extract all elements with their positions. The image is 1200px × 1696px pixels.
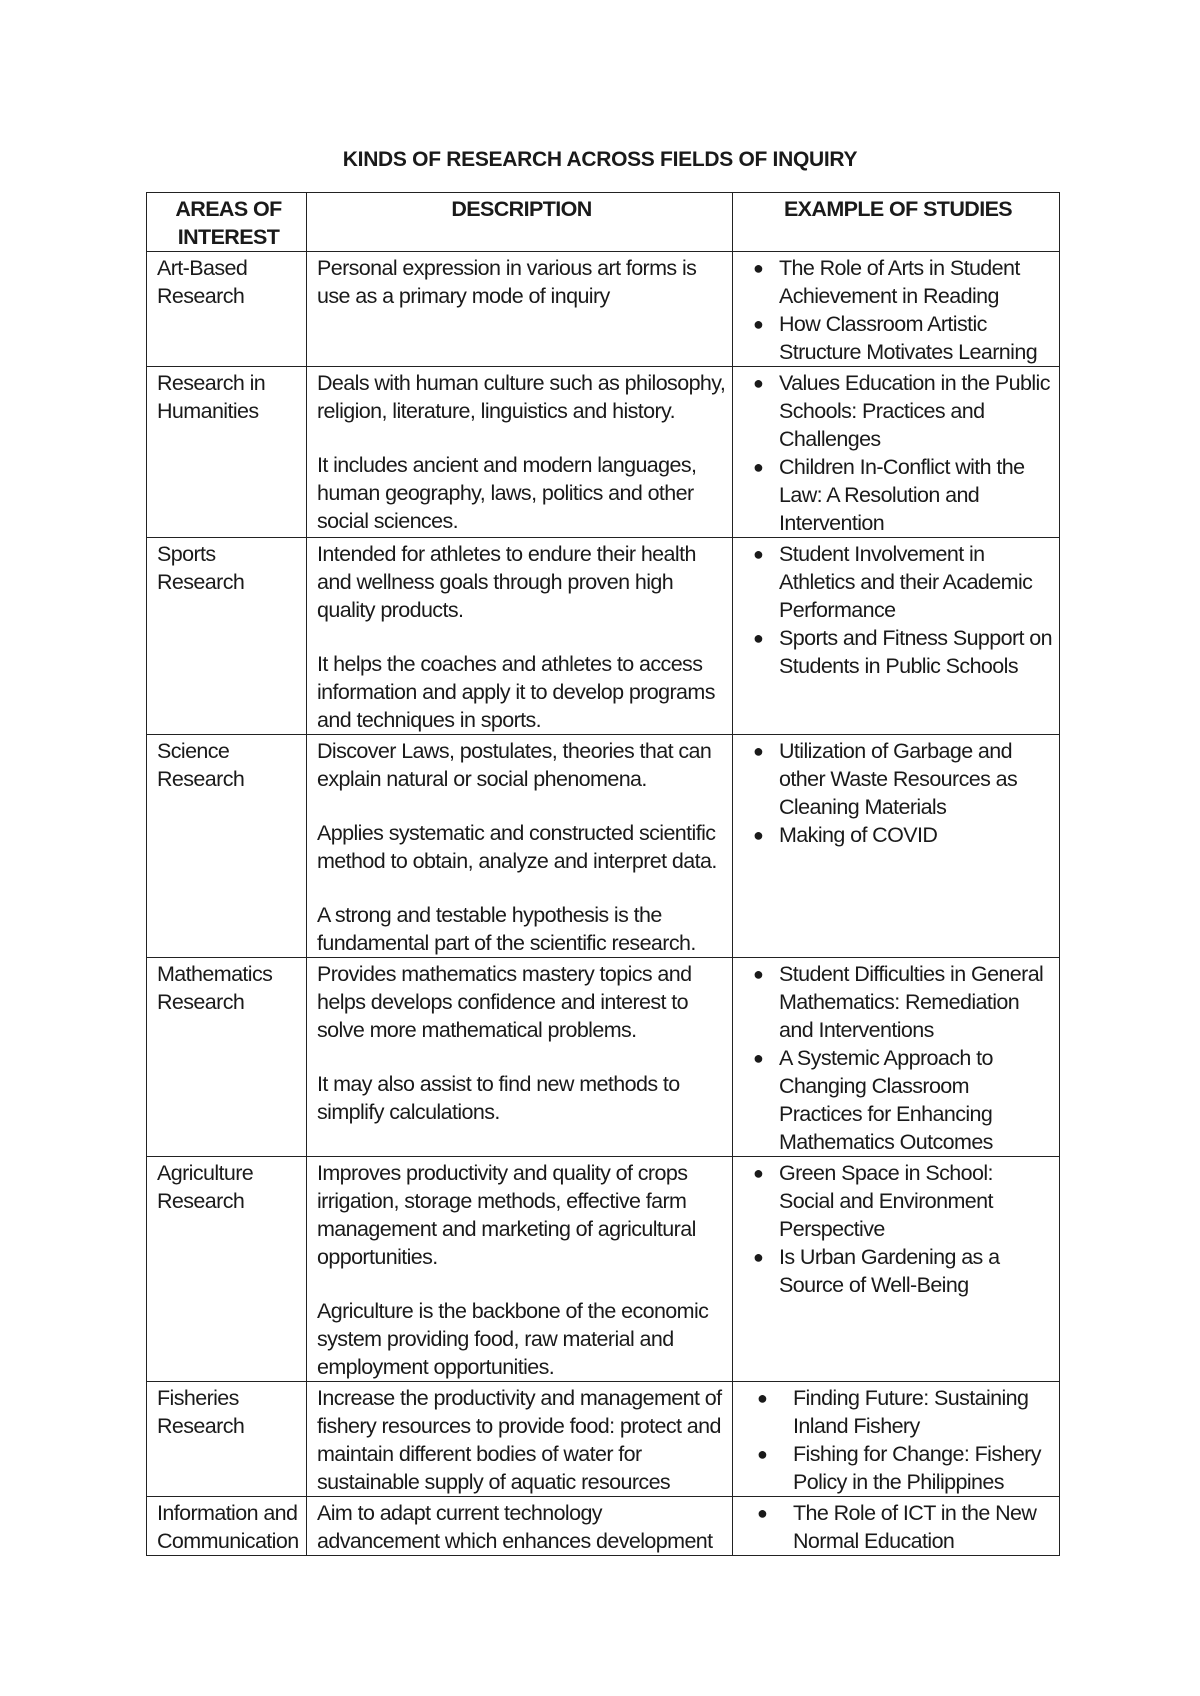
page-title: KINDS OF RESEARCH ACROSS FIELDS OF INQUIRY — [342, 148, 858, 171]
area-cell: Information and Communication — [147, 1497, 307, 1556]
examples-list — [743, 737, 1053, 849]
table-row — [147, 1382, 1060, 1497]
example-text: Finding Future: Sustaining Inland Fishery — [793, 1386, 1029, 1438]
example-text: The Role of ICT in the New Normal Education — [793, 1501, 1037, 1553]
bullet-icon: ● — [753, 964, 764, 984]
area-cell: Sports Research — [147, 538, 307, 735]
research-table — [146, 192, 1060, 1556]
description-cell — [307, 252, 733, 367]
list-item — [753, 737, 1053, 821]
bullet-icon: ● — [753, 457, 764, 477]
examples-list — [743, 1499, 1053, 1555]
examples-cell — [733, 367, 1060, 538]
description-paragraph: Deals with human culture such as philosophy, religion, literature, linguistics and history. — [317, 371, 726, 423]
table-row — [147, 252, 1060, 367]
description-cell — [307, 1497, 733, 1556]
examples-cell — [733, 1157, 1060, 1382]
list-item — [757, 1384, 1053, 1440]
examples-cell — [733, 252, 1060, 367]
bullet-icon: ● — [753, 825, 764, 845]
description-cell — [307, 1157, 733, 1382]
examples-cell — [733, 958, 1060, 1157]
description-paragraph: Aim to adapt current technology advancement which enhances development — [317, 1501, 713, 1553]
examples-list — [743, 1159, 1053, 1299]
table-header-row — [147, 193, 1060, 252]
description-paragraph: Intended for athletes to endure their health and wellness goals through proven high quality products. — [317, 542, 696, 622]
header-examples: EXAMPLE OF STUDIES — [733, 193, 1060, 252]
table-row — [147, 958, 1060, 1157]
example-text: Utilization of Garbage and other Waste Resources as Cleaning Materials — [779, 739, 1018, 819]
examples-list — [743, 1384, 1053, 1496]
bullet-icon: ● — [753, 741, 764, 761]
list-item — [753, 1159, 1053, 1243]
description-paragraph: It helps the coaches and athletes to access information and apply it to develop programs and techniques in sports. — [317, 652, 715, 732]
list-item — [753, 821, 1053, 849]
example-text: The Role of Arts in Student Achievement in Reading — [779, 256, 1020, 308]
list-item — [753, 1243, 1053, 1299]
examples-list — [743, 254, 1053, 366]
example-text: Student Involvement in Athletics and their Academic Performance — [779, 542, 1033, 622]
bullet-icon: ● — [757, 1388, 768, 1408]
description-paragraph: Increase the productivity and management of fishery resources to provide food: protect and maintain different bodies of water for sustainable supply of aquatic resources — [317, 1386, 722, 1494]
list-item — [753, 369, 1053, 453]
examples-list — [743, 960, 1053, 1156]
area-cell: Science Research — [147, 735, 307, 958]
table-row — [147, 1157, 1060, 1382]
description-cell — [307, 538, 733, 735]
table-row — [147, 538, 1060, 735]
bullet-icon: ● — [753, 628, 764, 648]
bullet-icon: ● — [753, 1048, 764, 1068]
description-paragraph: Agriculture is the backbone of the economic system providing food, raw material and employment opportunities. — [317, 1299, 709, 1379]
examples-cell — [733, 735, 1060, 958]
description-paragraph: Personal expression in various art forms is use as a primary mode of inquiry — [317, 256, 697, 308]
list-item — [753, 254, 1053, 310]
bullet-icon: ● — [753, 314, 764, 334]
description-paragraph: Discover Laws, postulates, theories that can explain natural or social phenomena. — [317, 739, 712, 791]
bullet-icon: ● — [753, 1247, 764, 1267]
example-text: Green Space in School: Social and Environment Perspective — [779, 1161, 993, 1241]
example-text: How Classroom Artistic Structure Motivates Learning — [779, 312, 1038, 364]
examples-cell — [733, 538, 1060, 735]
example-text: Making of COVID — [779, 823, 938, 847]
bullet-icon: ● — [757, 1444, 768, 1464]
list-item — [757, 1499, 1053, 1555]
area-cell: Research in Humanities — [147, 367, 307, 538]
bullet-icon: ● — [757, 1503, 768, 1523]
example-text: Children In-Conflict with the Law: A Resolution and Intervention — [779, 455, 1025, 535]
examples-cell — [733, 1382, 1060, 1497]
list-item — [753, 1044, 1053, 1156]
bullet-icon: ● — [753, 373, 764, 393]
example-text: Student Difficulties in General Mathematics: Remediation and Interventions — [779, 962, 1044, 1042]
table-row — [147, 367, 1060, 538]
area-cell: Fisheries Research — [147, 1382, 307, 1497]
example-text: Is Urban Gardening as a Source of Well-Being — [779, 1245, 1000, 1297]
description-cell — [307, 958, 733, 1157]
list-item — [753, 960, 1053, 1044]
example-text: Sports and Fitness Support on Students in Public Schools — [779, 626, 1053, 678]
description-cell — [307, 367, 733, 538]
area-cell: Agriculture Research — [147, 1157, 307, 1382]
description-paragraph: A strong and testable hypothesis is the fundamental part of the scientific research. — [317, 903, 696, 955]
example-text: Fishing for Change: Fishery Policy in the Philippines — [793, 1442, 1041, 1494]
bullet-icon: ● — [753, 1163, 764, 1183]
bullet-icon: ● — [753, 544, 764, 564]
examples-list — [743, 369, 1053, 537]
description-cell — [307, 1382, 733, 1497]
area-cell: Art-Based Research — [147, 252, 307, 367]
table-row — [147, 735, 1060, 958]
description-paragraph: Applies systematic and constructed scientific method to obtain, analyze and interpret data. — [317, 821, 717, 873]
list-item — [753, 624, 1053, 680]
examples-cell — [733, 1497, 1060, 1556]
description-paragraph: Improves productivity and quality of crops irrigation, storage methods, effective farm management and marketing of agricultural opportunities. — [317, 1161, 696, 1269]
list-item — [753, 310, 1053, 366]
list-item — [753, 540, 1053, 624]
list-item — [753, 453, 1053, 537]
header-description: DESCRIPTION — [307, 193, 733, 252]
description-paragraph: It includes ancient and modern languages, human geography, laws, politics and other social sciences. — [317, 453, 697, 533]
example-text: A Systemic Approach to Changing Classroom Practices for Enhancing Mathematics Outcomes — [779, 1046, 993, 1154]
description-paragraph: Provides mathematics mastery topics and helps develops confidence and interest to solve more mathematical problems. — [317, 962, 692, 1042]
description-paragraph: It may also assist to find new methods to simplify calculations. — [317, 1072, 680, 1124]
table-row — [147, 1497, 1060, 1556]
list-item — [757, 1440, 1053, 1496]
area-cell: Mathematics Research — [147, 958, 307, 1157]
example-text: Values Education in the Public Schools: Practices and Challenges — [779, 371, 1050, 451]
description-cell — [307, 735, 733, 958]
table-body — [147, 252, 1060, 1556]
bullet-icon: ● — [753, 258, 764, 278]
examples-list — [743, 540, 1053, 680]
header-areas: AREAS OF INTEREST — [147, 193, 307, 252]
